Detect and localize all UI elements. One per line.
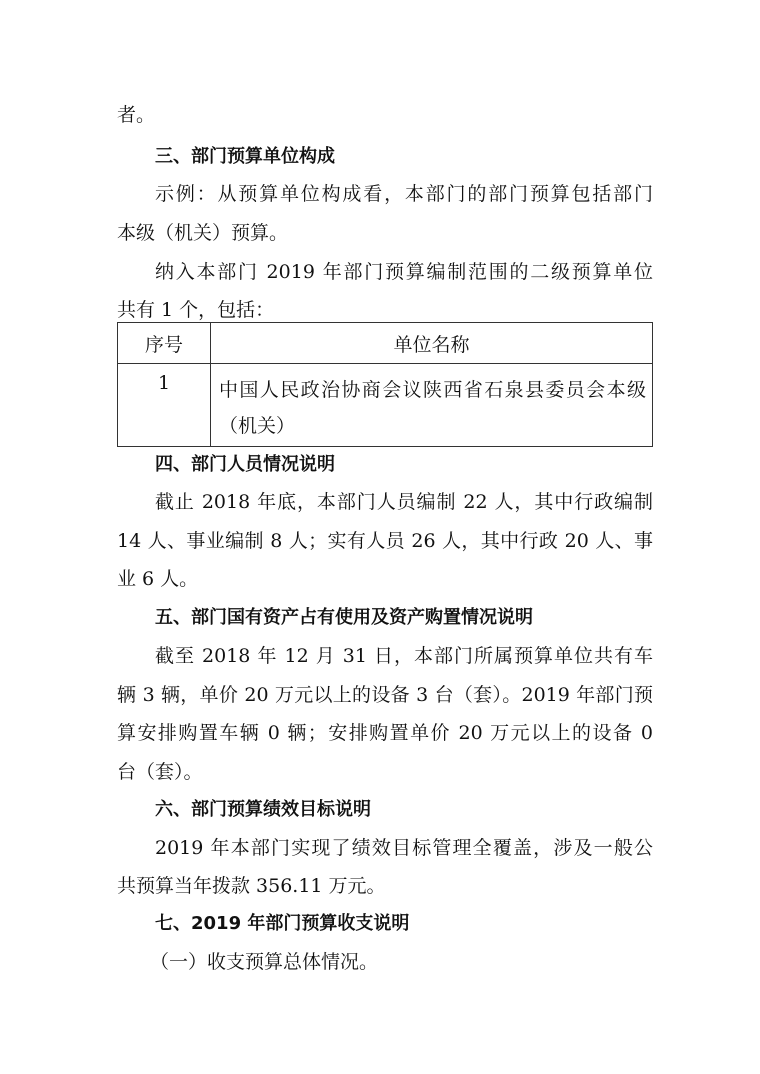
- paragraph-line: 截至 2018 年 12 月 31 日，本部门所属预算单位共有车: [155, 645, 653, 667]
- paragraph-line: 14 人、事业编制 8 人；实有人员 26 人，其中行政 20 人、事: [117, 530, 653, 552]
- column-header-number: 序号: [118, 323, 211, 364]
- section-heading-4: 四、部门人员情况说明: [155, 454, 335, 475]
- paragraph-line: 算安排购置车辆 0 辆；安排购置单价 20 万元以上的设备 0: [117, 722, 653, 744]
- section-heading-3: 三、部门预算单位构成: [155, 146, 335, 167]
- paragraph-line: 示例：从预算单位构成看，本部门的部门预算包括部门: [155, 183, 653, 205]
- paragraph-line: 台（套）。: [117, 761, 203, 783]
- column-header-unit-name: 单位名称: [211, 323, 653, 364]
- paragraph-line: 本级（机关）预算。: [117, 222, 289, 244]
- budget-units-table: [117, 322, 653, 447]
- cell-number: 1: [118, 364, 211, 447]
- table-row: [118, 364, 653, 447]
- table-header-row: [118, 323, 653, 364]
- paragraph-line: 业 6 人。: [117, 568, 199, 590]
- paragraph-line: 共预算当年拨款 356.11 万元。: [117, 875, 386, 897]
- section-heading-7: 七、2019 年部门预算收支说明: [155, 913, 410, 934]
- cell-unit-name: 中国人民政治协商会议陕西省石泉县委员会本级（机关）: [219, 379, 646, 437]
- paragraph-line: 辆 3 辆，单价 20 万元以上的设备 3 台（套）。2019 年部门预: [117, 684, 653, 706]
- section-heading-5: 五、部门国有资产占有使用及资产购置情况说明: [155, 607, 533, 628]
- paragraph-continuation: 者。: [117, 104, 156, 126]
- paragraph-line: 截止 2018 年底，本部门人员编制 22 人，其中行政编制: [155, 491, 653, 513]
- section-heading-6: 六、部门预算绩效目标说明: [155, 799, 371, 820]
- subsection-heading-1: （一）收支预算总体情况。: [150, 951, 379, 973]
- paragraph-line: 2019 年本部门实现了绩效目标管理全覆盖，涉及一般公: [155, 837, 653, 859]
- paragraph-line: 共有 1 个，包括：: [117, 299, 275, 321]
- paragraph-line: 纳入本部门 2019 年部门预算编制范围的二级预算单位: [155, 261, 653, 283]
- cell-unit-name-wrapper: [211, 364, 653, 447]
